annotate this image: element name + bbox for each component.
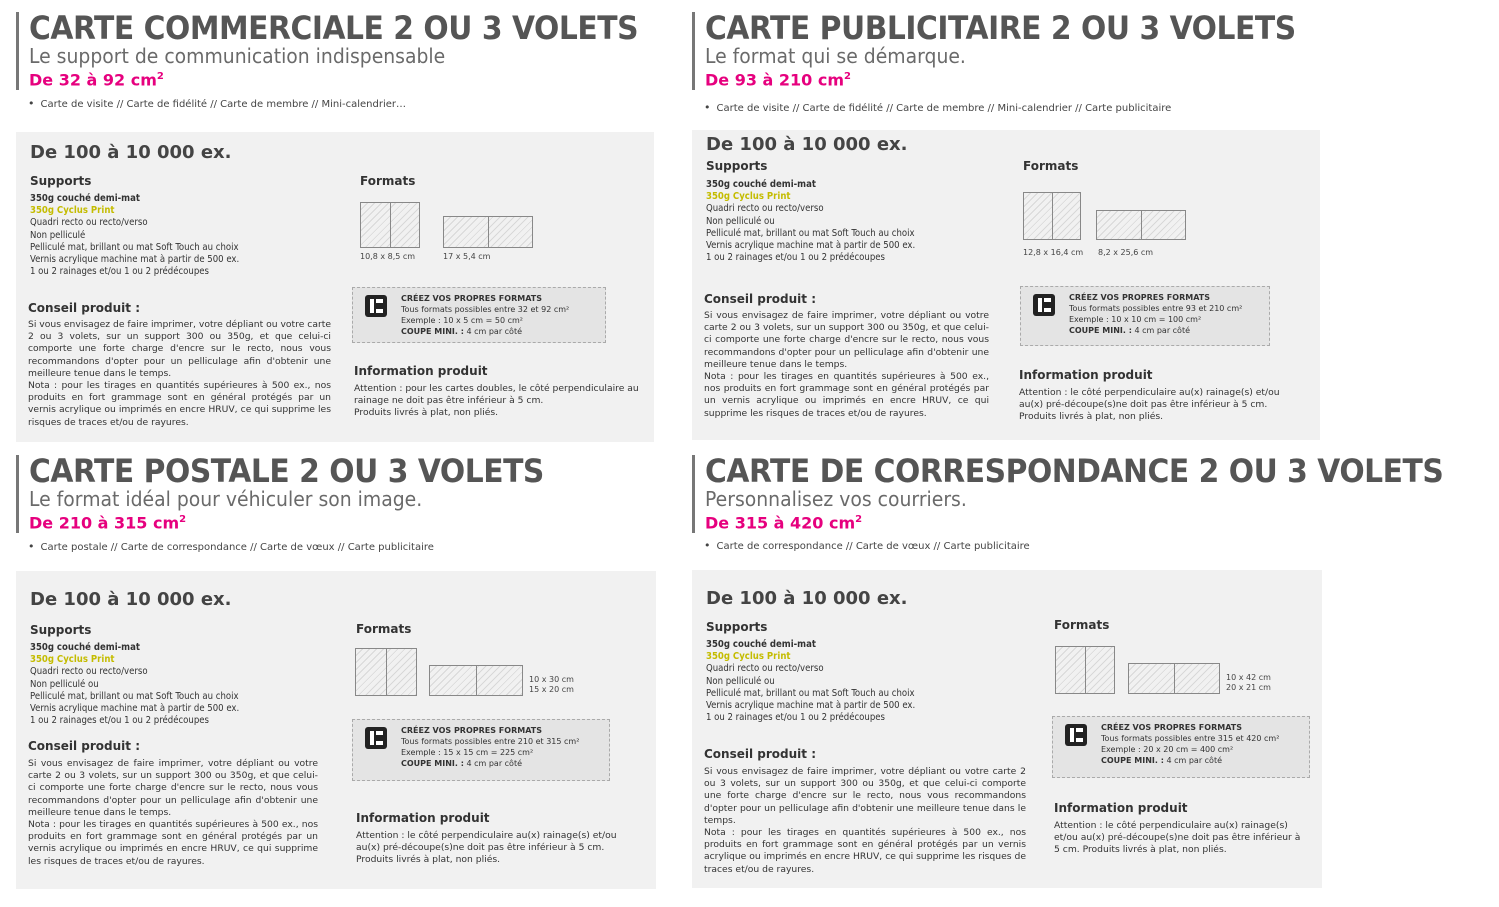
conseil-heading: Conseil produit : xyxy=(704,292,816,306)
info-text: Attention : le côté perpendiculaire au(x) rainage(s) et/ou au(x) pré-découpe(s)ne doit pas être inférieur à 5 cm. Produits livrés à plat, non pliés. xyxy=(1019,387,1280,423)
section-carte-postale xyxy=(16,452,656,895)
section-header xyxy=(692,452,1499,533)
supports-heading: Supports xyxy=(30,623,92,637)
conseil-text: Si vous envisagez de faire imprimer, votre dépliant ou votre carte 2 ou 3 volets, sur un support 300 ou 350g, et que celui-ci comporte une forte charge d'encre sur le recto, nous vous recommandons d'opter pour un pelliculage afin d'obtenir une meilleure tenue dans le temps. Nota : pour les tirages en quantités supérieures à 500 ex., nos produits en fort grammage sont en général protégés par un vernis acrylique ou imprimés en encre HRUV, ce qui supprime les risques de traces et/ou de rayures. xyxy=(28,758,318,867)
format-diagram xyxy=(1096,210,1186,240)
supports-list: 350g couché demi-mat 350g Cyclus Print Quadri recto ou recto/verso Non pelliculé ou Pelliculé mat, brillant ou mat Soft Touch au choix Vernis acrylique machine mat à partir de 500 ex. 1 ou 2 rainages et/ou 1 ou 2 prédécoupes xyxy=(706,639,916,724)
size-range: De 210 à 315 $cm^2$ xyxy=(29,513,187,533)
ruler-icon xyxy=(1065,724,1087,746)
conseil-text: Si vous envisagez de faire imprimer, votre dépliant ou votre carte 2 ou 3 volets, sur un support 300 ou 350g, et que celui-ci comporte une forte charge d'encre sur le recto, nous vous recommandons d'opter pour un pelliculage afin d'obtenir une meilleure tenue dans le temps. Nota : pour les tirages en quantités supérieures à 500 ex., nos produits en fort grammage sont en général protégés par un vernis acrylique ou imprimés en encre HRUV, ce qui supprime les risques de traces et/ou de rayures. xyxy=(704,310,989,419)
custom-formats-box: CRÉEZ VOS PROPRES FORMATS Tous formats possibles entre 210 et 315 cm² Exemple : 15 x 15 cm = 225 cm² COUPE MINI. : 4 cm par côté xyxy=(352,719,610,781)
section-carte-publicitaire xyxy=(692,9,1322,442)
quantity-range: De 100 à 10 000 ex. xyxy=(30,589,232,610)
conseil-heading: Conseil produit : xyxy=(28,301,140,315)
section-header xyxy=(16,452,583,533)
format-diagram xyxy=(1055,646,1115,694)
uses-list: • Carte de visite // Carte de fidélité // Carte de membre // Mini-calendrier… xyxy=(28,97,406,110)
quantity-range: De 100 à 10 000 ex. xyxy=(30,142,232,163)
section-title: CARTE POSTALE 2 OU 3 VOLETS xyxy=(29,452,544,490)
uses-list: • Carte de correspondance // Carte de vœux // Carte publicitaire xyxy=(704,539,1030,552)
custom-formats-box: CRÉEZ VOS PROPRES FORMATS Tous formats possibles entre 32 et 92 cm² Exemple : 10 x 5 cm = 50 cm² COUPE MINI. : 4 cm par côté xyxy=(352,287,606,343)
section-carte-correspondance xyxy=(692,452,1444,895)
info-text: Attention : le côté perpendiculaire au(x) rainage(s) et/ou au(x) pré-découpe(s)ne doit pas être inférieur à 5 cm. Produits livrés à plat, non pliés. xyxy=(1054,820,1301,856)
section-title: CARTE PUBLICITAIRE 2 OU 3 VOLETS xyxy=(705,9,1296,47)
size-range: De 32 à 92 $cm^2$ xyxy=(29,70,164,90)
section-subtitle: Le support de communication indispensable xyxy=(29,44,446,68)
format-caption: 8,2 x 25,6 cm xyxy=(1098,248,1154,257)
supports-heading: Supports xyxy=(706,620,768,634)
format-caption: 12,8 x 16,4 cm xyxy=(1023,248,1084,257)
product-box xyxy=(16,132,654,442)
info-heading: Information produit xyxy=(354,364,488,378)
custom-formats-box: CRÉEZ VOS PROPRES FORMATS Tous formats possibles entre 93 et 210 cm² Exemple : 10 x 10 cm = 100 cm² COUPE MINI. : 4 cm par côté xyxy=(1020,286,1270,346)
format-diagram xyxy=(360,202,420,248)
quantity-range: De 100 à 10 000 ex. xyxy=(706,588,908,609)
section-subtitle: Personnalisez vos courriers. xyxy=(705,487,967,511)
section-header xyxy=(16,9,684,90)
ruler-icon xyxy=(365,727,387,749)
size-range: De 315 à 420 $cm^2$ xyxy=(705,513,863,533)
formats-heading: Formats xyxy=(1054,618,1110,632)
section-subtitle: Le format idéal pour véhiculer son image. xyxy=(29,487,423,511)
info-text: Attention : le côté perpendiculaire au(x) rainage(s) et/ou au(x) pré-découpe(s)ne doit pas être inférieur à 5 cm. Produits livrés à plat, non pliés. xyxy=(356,830,617,866)
format-diagram xyxy=(443,216,533,248)
formats-heading: Formats xyxy=(360,174,416,188)
conseil-text: Si vous envisagez de faire imprimer, votre dépliant ou votre carte 2 ou 3 volets, sur un support 300 ou 350g, et que celui-ci comporte une forte charge d'encre sur le recto, nous vous recommandons d'opter pour un pelliculage afin d'obtenir une meilleure tenue dans le temps. Nota : pour les tirages en quantités supérieures à 500 ex., nos produits en fort grammage sont en général protégés par un vernis acrylique ou imprimés en encre HRUV, ce qui supprime les risques de traces et/ou de rayures. xyxy=(704,766,1026,875)
section-carte-commerciale xyxy=(16,9,656,442)
conseil-heading: Conseil produit : xyxy=(28,739,140,753)
product-box xyxy=(692,130,1320,440)
info-heading: Information produit xyxy=(1019,368,1153,382)
format-caption: 17 x 5,4 cm xyxy=(443,252,491,261)
format-diagram xyxy=(1023,192,1081,240)
supports-heading: Supports xyxy=(30,174,92,188)
product-box xyxy=(692,570,1322,888)
ruler-icon xyxy=(365,295,387,317)
info-text: Attention : pour les cartes doubles, le côté perpendiculaire au rainage ne doit pas être inférieur à 5 cm. Produits livrés à plat, non pliés. xyxy=(354,383,639,419)
custom-formats-box: CRÉEZ VOS PROPRES FORMATS Tous formats possibles entre 315 et 420 cm² Exemple : 20 x 20 cm = 400 cm² COUPE MINI. : 4 cm par côté xyxy=(1052,716,1310,778)
format-caption: 10,8 x 8,5 cm xyxy=(360,252,416,261)
product-box xyxy=(16,571,656,889)
ruler-icon xyxy=(1033,294,1055,316)
info-heading: Information produit xyxy=(356,811,490,825)
section-title: CARTE COMMERCIALE 2 OU 3 VOLETS xyxy=(29,9,639,47)
format-diagram xyxy=(1128,663,1220,694)
uses-list: • Carte de visite // Carte de fidélité // Carte de membre // Mini-calendrier // Carte publicitaire xyxy=(704,101,1171,114)
format-diagram xyxy=(355,648,417,696)
supports-list: 350g couché demi-mat 350g Cyclus Print Quadri recto ou recto/verso Non pelliculé Pelliculé mat, brillant ou mat Soft Touch au choix Vernis acrylique machine mat à partir de 500 ex. 1 ou 2 rainages et/ou 1 ou 2 prédécoupes xyxy=(30,193,240,278)
formats-heading: Formats xyxy=(356,622,412,636)
formats-heading: Formats xyxy=(1023,159,1079,173)
supports-heading: Supports xyxy=(706,159,768,173)
supports-list: 350g couché demi-mat 350g Cyclus Print Quadri recto ou recto/verso Non pelliculé ou Pelliculé mat, brillant ou mat Soft Touch au choix Vernis acrylique machine mat à partir de 500 ex. 1 ou 2 rainages et/ou 1 ou 2 prédécoupes xyxy=(30,642,240,727)
info-heading: Information produit xyxy=(1054,801,1188,815)
size-range: De 93 à 210 $cm^2$ xyxy=(705,70,851,90)
conseil-heading: Conseil produit : xyxy=(704,747,816,761)
uses-list: • Carte postale // Carte de correspondance // Carte de vœux // Carte publicitaire xyxy=(28,540,434,553)
quantity-range: De 100 à 10 000 ex. xyxy=(706,134,908,155)
format-diagram xyxy=(429,665,523,696)
format-captions: 10 x 30 cm 15 x 20 cm xyxy=(529,675,574,694)
section-header xyxy=(692,9,1340,90)
section-subtitle: Le format qui se démarque. xyxy=(705,44,966,68)
format-captions: 10 x 42 cm 20 x 21 cm xyxy=(1226,673,1271,692)
supports-list: 350g couché demi-mat 350g Cyclus Print Quadri recto ou recto/verso Non pelliculé ou Pelliculé mat, brillant ou mat Soft Touch au choix Vernis acrylique machine mat à partir de 500 ex. 1 ou 2 rainages et/ou 1 ou 2 prédécoupes xyxy=(706,179,916,264)
section-title: CARTE DE CORRESPONDANCE 2 OU 3 VOLETS xyxy=(705,452,1444,490)
conseil-text: Si vous envisagez de faire imprimer, votre dépliant ou votre carte 2 ou 3 volets, sur un support 300 ou 350g, et que celui-ci comporte une forte charge d'encre sur le recto, nous vous recommandons d'opter pour un pelliculage afin d'obtenir une meilleure tenue dans le temps. Nota : pour les tirages en quantités supérieures à 500 ex., nos produits en fort grammage sont en général protégés par un vernis acrylique ou imprimés en encre HRUV, ce qui supprime les risques de traces et/ou de rayures. xyxy=(28,319,331,428)
